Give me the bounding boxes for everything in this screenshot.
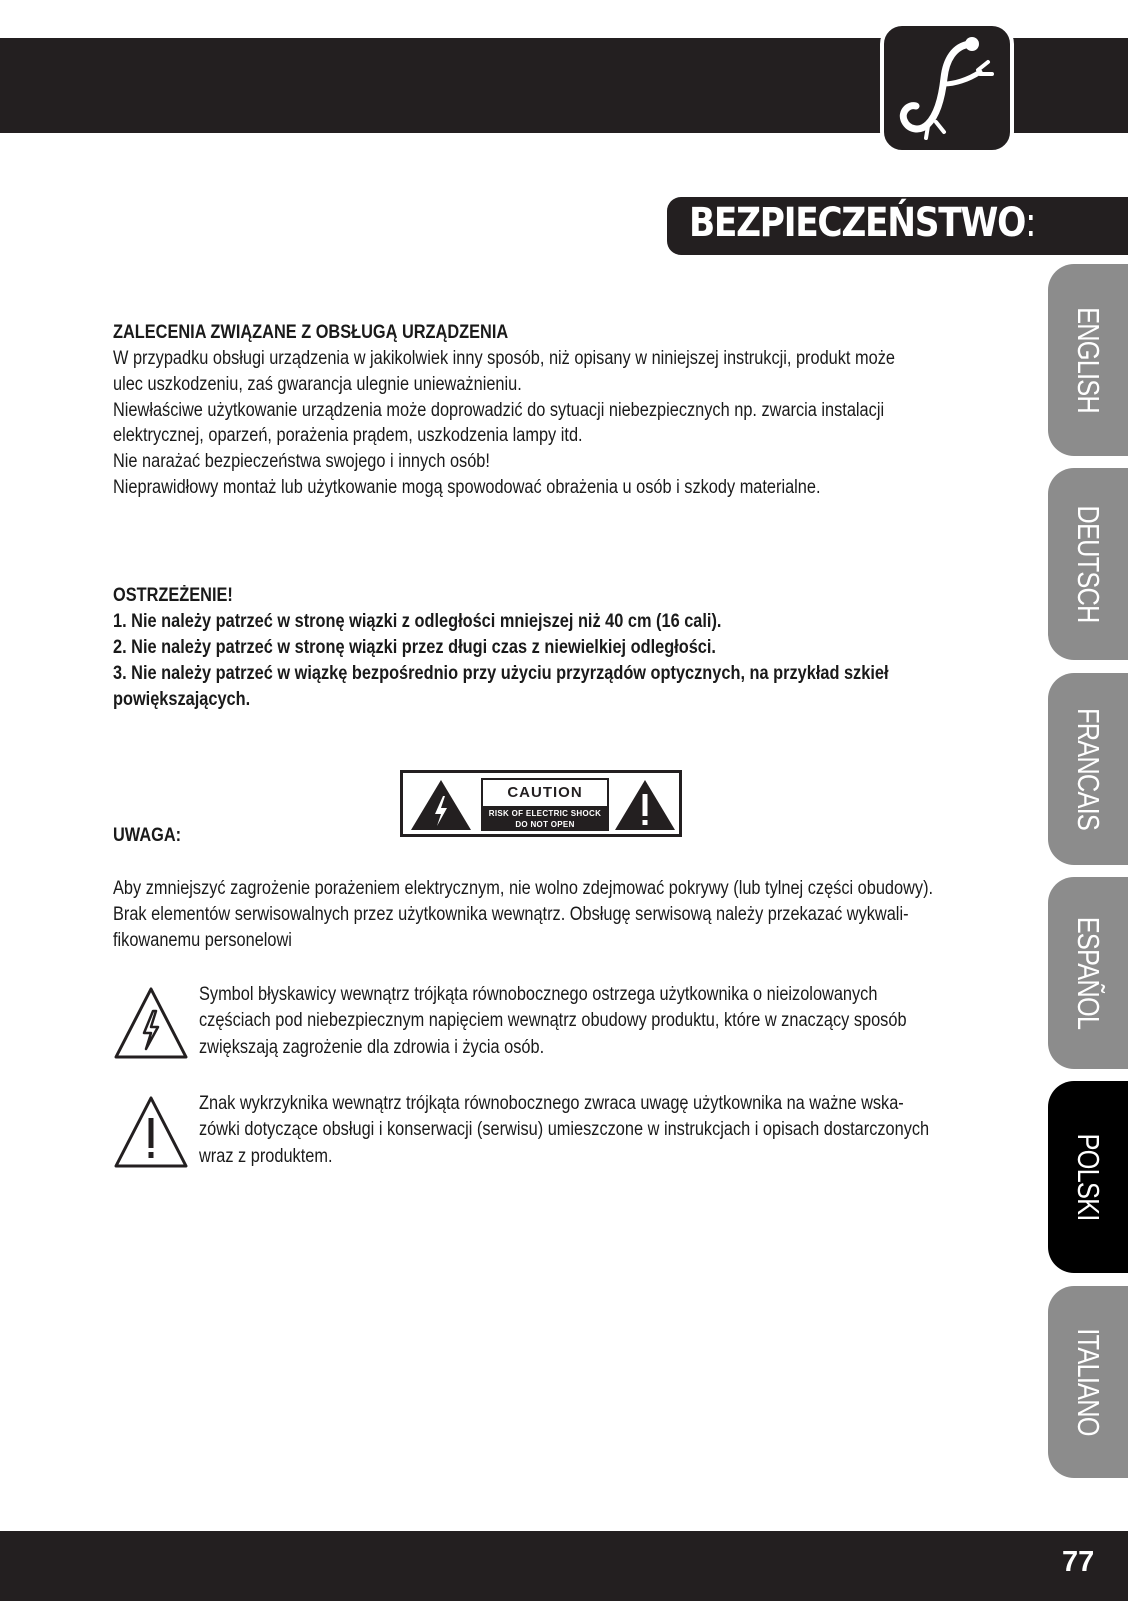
lightning-triangle-icon	[409, 778, 473, 832]
tab-label: ENGLISH	[1071, 307, 1106, 413]
tab-label: POLSKI	[1071, 1133, 1106, 1221]
tab-label: DEUTSCH	[1071, 505, 1106, 623]
symbol-description-line: wraz z produktem.	[199, 1146, 333, 1167]
tab-italiano[interactable]	[1048, 1286, 1128, 1478]
tab-label: ESPAÑOL	[1071, 916, 1106, 1030]
tab-espanol[interactable]	[1048, 877, 1128, 1069]
section-heading: ZALECENIA ZWIĄZANE Z OBSŁUGĄ URZĄDZENIA	[113, 322, 509, 343]
caution-panel	[481, 778, 609, 831]
warning-line: 2. Nie należy patrzeć w stronę wiązki przez długi czas z niewielkiej odległości.	[113, 637, 716, 658]
brand-logo	[880, 22, 1014, 154]
caution-title: CAUTION	[483, 780, 607, 808]
warning-line: powiększających.	[113, 689, 251, 710]
paragraph-line: elektrycznej, oparzeń, porażenia prądem, uszkodzenia lampy itd.	[113, 425, 583, 446]
uwaga-label: UWAGA:	[113, 825, 182, 846]
paragraph-line: ulec uszkodzeniu, zaś gwarancja ulegnie unieważnieniu.	[113, 374, 522, 395]
warning-line: 3. Nie należy patrzeć w wiązkę bezpośrednio przy użyciu przyrządów optycznych, na przykład szkieł	[113, 663, 889, 684]
lightning-triangle-icon	[113, 985, 189, 1061]
exclamation-triangle-icon	[613, 778, 677, 832]
symbol-description-line: Symbol błyskawicy wewnątrz trójkąta równobocznego ostrzega użytkownika o nieizolowanych	[199, 984, 878, 1005]
exclamation-triangle-icon	[113, 1094, 189, 1170]
symbol-description-line: zwiększają zagrożenie dla zdrowia i życia osób.	[199, 1037, 545, 1058]
page-title: BEZPIECZEŃSTWO:	[689, 200, 1036, 246]
symbol-description-line: Znak wykrzyknika wewnątrz trójkąta równobocznego zwraca uwagę użytkownika na ważne wska-	[199, 1093, 904, 1114]
page-title-banner	[667, 197, 1128, 255]
symbol-description-line: zówki dotyczące obsługi i konserwacji (serwisu) umieszczone w instrukcjach i opisach dostarczonych	[199, 1119, 930, 1140]
paragraph-line: fikowanemu personelowi	[113, 930, 292, 951]
caution-label	[400, 770, 682, 837]
paragraph-line: Nie narażać bezpieczeństwa swojego i innych osób!	[113, 451, 490, 472]
paragraph-line: W przypadku obsługi urządzenia w jakikolwiek inny sposób, niż opisany w niniejszej instrukcji, produkt może	[113, 348, 895, 369]
tab-english[interactable]	[1048, 264, 1128, 456]
symbol-description-line: częściach pod niebezpiecznym napięciem wewnątrz obudowy produktu, które w znaczący sposób	[199, 1010, 907, 1031]
page-number: 77	[1062, 1546, 1095, 1578]
tab-francais[interactable]	[1048, 673, 1128, 865]
paragraph-line: Nieprawidłowy montaż lub użytkowanie mogą spowodować obrażenia u osób i szkody materialne.	[113, 477, 821, 498]
tab-label: FRANCAIS	[1071, 708, 1106, 830]
paragraph-line: Brak elementów serwisowalnych przez użytkownika wewnątrz. Obsługę serwisową należy przekazać wykwali-	[113, 904, 909, 925]
warning-line: 1. Nie należy patrzeć w stronę wiązki z odległości mniejszej niż 40 cm (16 cali).	[113, 611, 722, 632]
paragraph-line: Niewłaściwe użytkowanie urządzenia może doprowadzić do sytuacji niebezpiecznych np. zwarcia instalacji	[113, 400, 885, 421]
footer-bar	[0, 1531, 1128, 1601]
tab-polski[interactable]	[1048, 1081, 1128, 1273]
caution-subtitle: RISK OF ELECTRIC SHOCK DO NOT OPEN	[483, 808, 607, 831]
tab-label: ITALIANO	[1071, 1328, 1106, 1436]
warning-heading: OSTRZEŻENIE!	[113, 585, 233, 606]
tab-deutsch[interactable]	[1048, 468, 1128, 660]
paragraph-line: Aby zmniejszyć zagrożenie porażeniem elektrycznym, nie wolno zdejmować pokrywy (lub tylnej części obudowy).	[113, 878, 934, 899]
gecko-s-logo-icon	[884, 26, 1010, 150]
